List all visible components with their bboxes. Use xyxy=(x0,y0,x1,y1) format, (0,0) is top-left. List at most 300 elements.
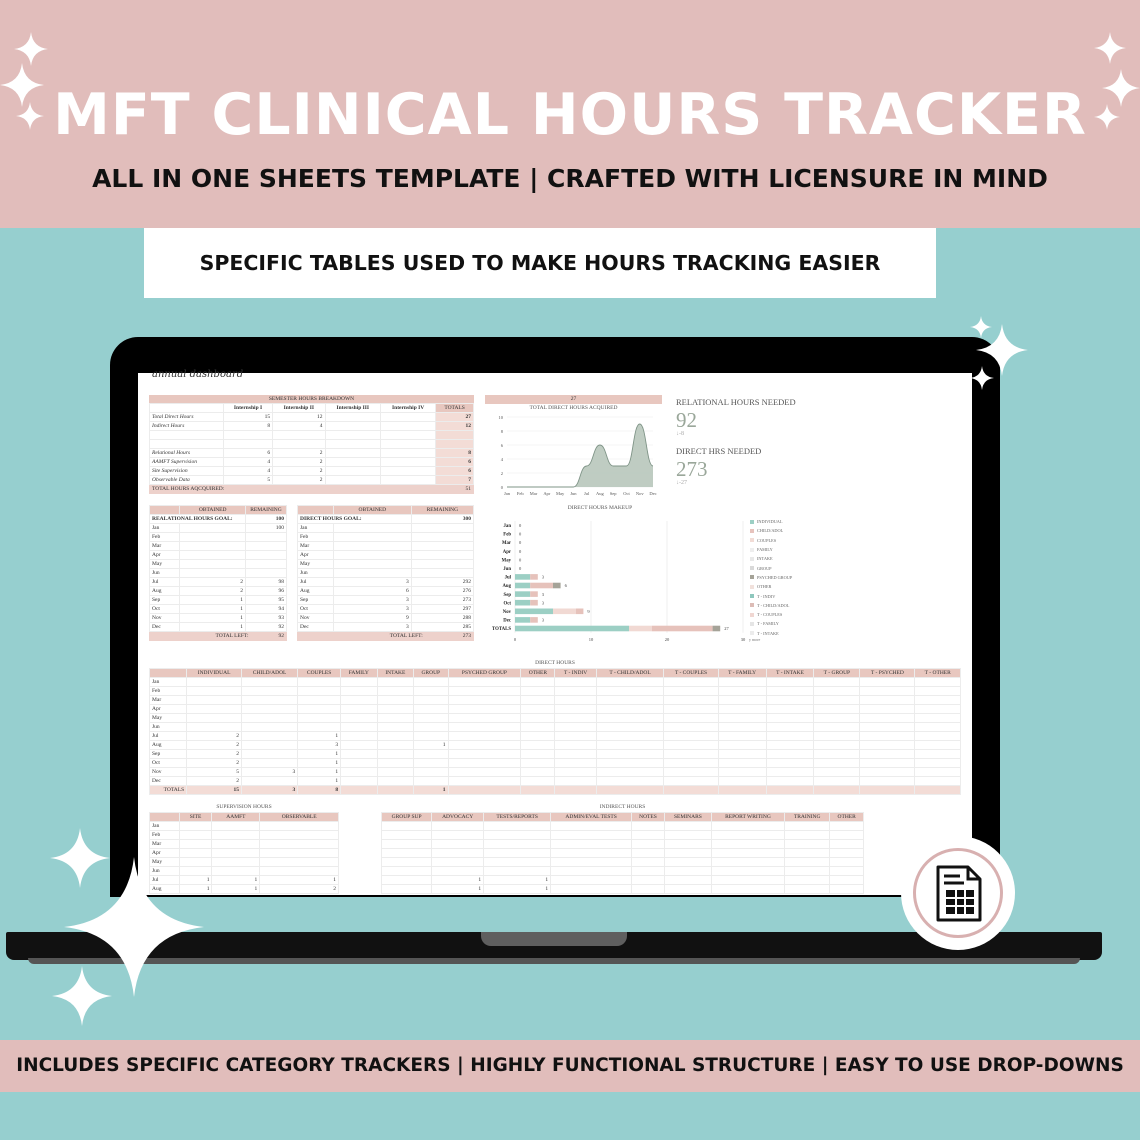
table-cell: 93 xyxy=(246,614,287,623)
column-header: REMAINING xyxy=(411,506,473,515)
legend-label: OTHER xyxy=(757,584,772,590)
table-cell xyxy=(915,777,961,786)
bar-segment xyxy=(515,617,530,623)
table-cell: 292 xyxy=(411,578,473,587)
table-cell xyxy=(180,551,246,560)
table-cell: Sep xyxy=(150,596,180,605)
column-header: SITE xyxy=(179,813,212,822)
sparkle-icon xyxy=(1094,104,1120,130)
table-cell xyxy=(381,467,436,476)
column-header xyxy=(298,506,334,515)
table-cell xyxy=(632,840,665,849)
table-cell xyxy=(180,524,246,533)
table-cell: Feb xyxy=(150,687,187,696)
table-cell xyxy=(766,732,814,741)
page-title: MFT CLINICAL HOURS TRACKER xyxy=(53,82,1087,148)
table-cell xyxy=(325,476,381,485)
table-cell xyxy=(664,714,718,723)
x-tick-label: Jun xyxy=(570,491,577,496)
table-cell xyxy=(711,867,784,876)
table-row xyxy=(150,831,339,840)
table-cell: 1 xyxy=(414,741,448,750)
table-cell xyxy=(377,696,413,705)
legend-label: T - CHILD/ADOL xyxy=(757,602,790,608)
table-cell xyxy=(187,705,242,714)
x-tick-label: May xyxy=(555,491,565,496)
table-row xyxy=(298,560,474,569)
table-row xyxy=(150,569,287,578)
table-cell xyxy=(664,687,718,696)
table-cell xyxy=(260,831,339,840)
table-cell xyxy=(436,431,474,440)
totals-cell: 8 xyxy=(298,786,341,795)
table-cell: Jun xyxy=(150,569,180,578)
table-row xyxy=(382,885,864,894)
table-cell xyxy=(784,876,829,885)
table-cell xyxy=(341,777,378,786)
table-cell xyxy=(242,696,298,705)
table-cell: 1 xyxy=(179,876,212,885)
column-header: T - FAMILY xyxy=(718,669,766,678)
table-cell xyxy=(555,768,596,777)
legend-label: FAMILY xyxy=(757,547,773,553)
table-cell xyxy=(830,840,864,849)
table-cell xyxy=(414,723,448,732)
table-cell xyxy=(325,422,381,431)
direct-hours-table xyxy=(149,668,961,795)
table-cell: Mar xyxy=(298,542,334,551)
table-cell xyxy=(187,696,242,705)
table-cell: 5 xyxy=(187,768,242,777)
table-cell xyxy=(551,885,632,894)
table-cell: 1 xyxy=(180,614,246,623)
table-cell xyxy=(341,732,378,741)
table-cell: 2 xyxy=(187,759,242,768)
table-cell: 1 xyxy=(180,605,246,614)
total-direct-hours-chart xyxy=(485,395,662,499)
table-row xyxy=(382,840,864,849)
table-cell: Dec xyxy=(150,777,187,786)
table-cell xyxy=(150,431,224,440)
y-category-label: Apr xyxy=(502,549,511,555)
table-cell: 288 xyxy=(411,614,473,623)
table-cell: 95 xyxy=(246,596,287,605)
column-header xyxy=(150,506,180,515)
table-cell xyxy=(212,840,260,849)
table-row xyxy=(150,605,287,614)
table-row xyxy=(150,524,287,533)
legend-swatch xyxy=(750,538,754,542)
table-cell xyxy=(766,678,814,687)
table-cell xyxy=(341,696,378,705)
column-header: TRAINING xyxy=(784,813,829,822)
table-cell xyxy=(382,885,432,894)
table-cell xyxy=(664,876,711,885)
table-cell xyxy=(179,840,212,849)
column-header: Internship II xyxy=(273,404,325,413)
data-label: 0 xyxy=(519,557,522,563)
table-row xyxy=(150,741,961,750)
data-label: 0 xyxy=(519,531,522,537)
table-cell xyxy=(718,768,766,777)
table-cell: Aug xyxy=(150,587,180,596)
table-cell: 15 xyxy=(223,413,272,422)
column-header: T - CHILD/ADOL xyxy=(596,669,664,678)
goal-row xyxy=(298,515,474,524)
table-cell: 2 xyxy=(180,587,246,596)
table-cell xyxy=(718,723,766,732)
table-cell xyxy=(521,687,555,696)
table-cell: 9 xyxy=(333,614,411,623)
area-chart xyxy=(485,411,662,499)
table-cell xyxy=(766,714,814,723)
table-cell xyxy=(212,822,260,831)
table-cell xyxy=(242,714,298,723)
table-cell xyxy=(414,750,448,759)
table-row xyxy=(150,533,287,542)
table-cell xyxy=(448,732,521,741)
table-cell xyxy=(381,431,436,440)
table-cell xyxy=(830,867,864,876)
table-cell: 1 xyxy=(298,777,341,786)
bar-chart xyxy=(485,515,761,651)
table-cell xyxy=(814,705,860,714)
column-header: OBTAINED xyxy=(180,506,246,515)
table-cell: Feb xyxy=(150,831,180,840)
table-row xyxy=(150,840,339,849)
table-cell: 2 xyxy=(273,467,325,476)
table-cell xyxy=(784,840,829,849)
legend-label: CHILD/ADOL xyxy=(757,528,784,534)
table-cell xyxy=(273,431,325,440)
table-cell xyxy=(381,476,436,485)
table-cell xyxy=(596,687,664,696)
semester-heading: SEMESTER HOURS BREAKDOWN xyxy=(149,395,474,403)
data-label: 6 xyxy=(564,583,567,589)
goal-label: DIRECT HOURS GOAL: xyxy=(298,515,412,524)
table-cell xyxy=(632,849,665,858)
direct-needed-value: 273 xyxy=(676,457,708,481)
data-label: 3 xyxy=(541,617,545,623)
table-cell xyxy=(212,831,260,840)
x-tick-label: Dec xyxy=(649,491,657,496)
table-cell xyxy=(381,440,436,449)
table-cell: 3 xyxy=(333,596,411,605)
table-cell: Aug xyxy=(298,587,334,596)
table-cell: 273 xyxy=(411,596,473,605)
table-cell xyxy=(915,768,961,777)
table-cell: 1 xyxy=(298,750,341,759)
table-cell: 8 xyxy=(223,422,272,431)
table-cell xyxy=(341,714,378,723)
table-row xyxy=(150,822,339,831)
sparkle-icon xyxy=(52,966,112,1026)
legend-swatch xyxy=(750,585,754,589)
table-cell xyxy=(180,560,246,569)
table-cell: 2 xyxy=(273,449,325,458)
y-tick-label: 8 xyxy=(500,429,503,434)
table-row xyxy=(382,849,864,858)
table-cell xyxy=(448,741,521,750)
table-row xyxy=(150,551,287,560)
table-row xyxy=(150,467,474,476)
table-row xyxy=(150,587,287,596)
totals-cell xyxy=(860,786,915,795)
table-cell: 2 xyxy=(187,741,242,750)
y-category-label: Feb xyxy=(503,532,511,538)
column-header: REMAINING xyxy=(246,506,287,515)
table-cell: Nov xyxy=(150,614,180,623)
table-row xyxy=(150,723,961,732)
table-cell: 1 xyxy=(484,885,551,894)
table-cell xyxy=(596,759,664,768)
table-cell xyxy=(596,678,664,687)
supervision-heading: SUPERVISION HOURS xyxy=(216,804,272,810)
table-cell xyxy=(711,858,784,867)
table-cell: 276 xyxy=(411,587,473,596)
table-cell xyxy=(784,831,829,840)
table-cell xyxy=(484,858,551,867)
x-tick-label: Apr xyxy=(543,491,551,496)
table-cell xyxy=(766,687,814,696)
table-cell xyxy=(830,876,864,885)
legend-label: GROUP xyxy=(757,565,772,571)
table-cell xyxy=(814,678,860,687)
table-cell xyxy=(915,759,961,768)
table-cell: Jul xyxy=(150,578,180,587)
table-cell: 2 xyxy=(273,476,325,485)
column-header: GROUP xyxy=(414,669,448,678)
table-cell xyxy=(260,822,339,831)
y-tick-label: 10 xyxy=(498,415,503,420)
table-cell xyxy=(246,533,287,542)
table-cell xyxy=(860,768,915,777)
table-cell: 2 xyxy=(187,732,242,741)
spreadsheet-document-icon xyxy=(934,864,986,924)
table-cell xyxy=(814,732,860,741)
table-cell: Jun xyxy=(150,723,187,732)
indirect-hours-section xyxy=(381,804,864,894)
table-cell xyxy=(860,705,915,714)
legend-swatch xyxy=(750,631,754,635)
legend-swatch xyxy=(750,594,754,598)
table-cell: Dec xyxy=(298,623,334,632)
table-cell xyxy=(766,768,814,777)
table-cell xyxy=(915,678,961,687)
table-cell xyxy=(521,759,555,768)
goal-value: 300 xyxy=(411,515,473,524)
x-tick-label: Jan xyxy=(504,491,510,496)
table-cell: 5 xyxy=(223,476,272,485)
table-cell: May xyxy=(150,714,187,723)
column-header: PSYCHED GROUP xyxy=(448,669,521,678)
table-cell xyxy=(260,840,339,849)
table-cell xyxy=(664,696,718,705)
column-header: FAMILY xyxy=(341,669,378,678)
table-cell xyxy=(381,458,436,467)
column-header: Internship I xyxy=(223,404,272,413)
table-cell xyxy=(664,885,711,894)
x-axis-unit: y more xyxy=(749,636,761,642)
table-cell xyxy=(784,867,829,876)
table-cell xyxy=(223,440,272,449)
table-cell xyxy=(187,714,242,723)
semester-total-label: TOTAL HOURS AQCQUIRED: xyxy=(152,486,225,492)
column-header: T - COUPLES xyxy=(664,669,718,678)
table-cell: Jun xyxy=(298,569,334,578)
relational-needed-delta: ↓-8 xyxy=(676,431,684,437)
table-cell: Apr xyxy=(150,551,180,560)
table-cell xyxy=(632,822,665,831)
table-cell xyxy=(718,714,766,723)
direct-hours-heading: DIRECT HOURS xyxy=(535,660,575,666)
table-cell xyxy=(333,551,411,560)
table-cell: 12 xyxy=(273,413,325,422)
table-cell xyxy=(521,696,555,705)
table-cell xyxy=(341,678,378,687)
table-cell xyxy=(784,885,829,894)
table-cell xyxy=(664,705,718,714)
direct-needed-delta: ↓-27 xyxy=(676,480,687,486)
column-header: T - PSYCHED xyxy=(860,669,915,678)
table-cell xyxy=(333,569,411,578)
legend-item xyxy=(750,517,820,526)
table-row xyxy=(298,578,474,587)
table-cell: 4 xyxy=(223,458,272,467)
table-cell: 3 xyxy=(333,623,411,632)
table-cell xyxy=(448,723,521,732)
table-cell xyxy=(187,687,242,696)
column-header: GROUP SUP xyxy=(382,813,432,822)
table-cell xyxy=(325,413,381,422)
table-cell: 3 xyxy=(242,768,298,777)
legend-label: INDIVIDUAL xyxy=(757,519,783,525)
table-cell xyxy=(333,542,411,551)
direct-hours-section xyxy=(149,660,961,795)
table-row xyxy=(298,551,474,560)
data-label: 0 xyxy=(519,523,522,529)
table-cell xyxy=(915,732,961,741)
bar-chart-legend xyxy=(750,517,820,638)
table-cell xyxy=(414,687,448,696)
tagline-box: SPECIFIC TABLES USED TO MAKE HOURS TRACKING EASIER xyxy=(144,228,936,298)
table-cell xyxy=(814,741,860,750)
table-cell xyxy=(555,714,596,723)
table-cell xyxy=(382,840,432,849)
table-cell: Dec xyxy=(150,623,180,632)
table-cell xyxy=(711,876,784,885)
table-cell xyxy=(521,741,555,750)
table-cell xyxy=(411,533,473,542)
table-cell xyxy=(632,867,665,876)
table-cell: 3 xyxy=(333,605,411,614)
table-cell xyxy=(664,858,711,867)
table-cell xyxy=(448,759,521,768)
column-header: Internship III xyxy=(325,404,381,413)
table-cell xyxy=(242,723,298,732)
column-header: ADMIN/EVAL TESTS xyxy=(551,813,632,822)
table-cell: 92 xyxy=(246,623,287,632)
y-category-label: TOTALS xyxy=(491,627,511,633)
x-tick-label: 10 xyxy=(588,636,594,642)
table-cell xyxy=(377,777,413,786)
table-row xyxy=(150,705,961,714)
table-cell xyxy=(242,759,298,768)
table-cell: Mar xyxy=(150,696,187,705)
table-cell xyxy=(596,714,664,723)
table-cell xyxy=(915,750,961,759)
table-cell: May xyxy=(150,560,180,569)
table-cell: Nov xyxy=(298,614,334,623)
table-cell xyxy=(414,777,448,786)
legend-item xyxy=(750,536,820,545)
column-header: SEMINARS xyxy=(664,813,711,822)
totals-cell: 3 xyxy=(242,786,298,795)
x-tick-label: 0 xyxy=(513,636,517,642)
area-chart-title: TOTAL DIRECT HOURS ACQUIRED xyxy=(529,405,618,411)
table-cell xyxy=(414,705,448,714)
table-cell xyxy=(814,768,860,777)
table-cell xyxy=(448,705,521,714)
table-cell: 1 xyxy=(180,596,246,605)
table-cell: 4 xyxy=(223,467,272,476)
table-cell xyxy=(377,759,413,768)
direct-total-value: 273 xyxy=(462,633,471,639)
table-row xyxy=(150,596,287,605)
table-cell xyxy=(830,822,864,831)
table-cell xyxy=(484,867,551,876)
table-cell xyxy=(521,705,555,714)
table-cell: Site Supervision xyxy=(150,467,224,476)
table-cell xyxy=(325,458,381,467)
bar-segment xyxy=(576,609,584,615)
totals-cell: 1 xyxy=(414,786,448,795)
table-cell xyxy=(298,678,341,687)
table-cell xyxy=(179,822,212,831)
table-cell xyxy=(814,723,860,732)
y-category-label: Nov xyxy=(502,610,511,616)
legend-item xyxy=(750,526,820,535)
table-cell xyxy=(830,858,864,867)
table-cell xyxy=(830,885,864,894)
table-cell: Oct xyxy=(150,605,180,614)
table-cell xyxy=(664,867,711,876)
table-cell xyxy=(766,750,814,759)
table-cell: Jul xyxy=(150,732,187,741)
table-cell: May xyxy=(150,858,180,867)
sparkle-icon xyxy=(970,366,994,390)
column-header: T - INTAKE xyxy=(766,669,814,678)
table-row xyxy=(298,605,474,614)
table-cell: 6 xyxy=(333,587,411,596)
y-category-label: May xyxy=(501,558,511,564)
table-cell: 94 xyxy=(246,605,287,614)
table-cell xyxy=(718,705,766,714)
table-cell xyxy=(484,849,551,858)
relational-total-label: TOTAL LEFT: xyxy=(215,633,249,639)
table-cell xyxy=(246,551,287,560)
table-row xyxy=(382,822,864,831)
table-cell xyxy=(718,777,766,786)
table-cell: Jan xyxy=(150,678,187,687)
table-cell: 27 xyxy=(436,413,474,422)
table-cell xyxy=(830,831,864,840)
table-cell: 6 xyxy=(436,458,474,467)
table-cell: 3 xyxy=(298,741,341,750)
table-cell xyxy=(246,569,287,578)
table-row xyxy=(150,614,287,623)
table-cell xyxy=(718,732,766,741)
